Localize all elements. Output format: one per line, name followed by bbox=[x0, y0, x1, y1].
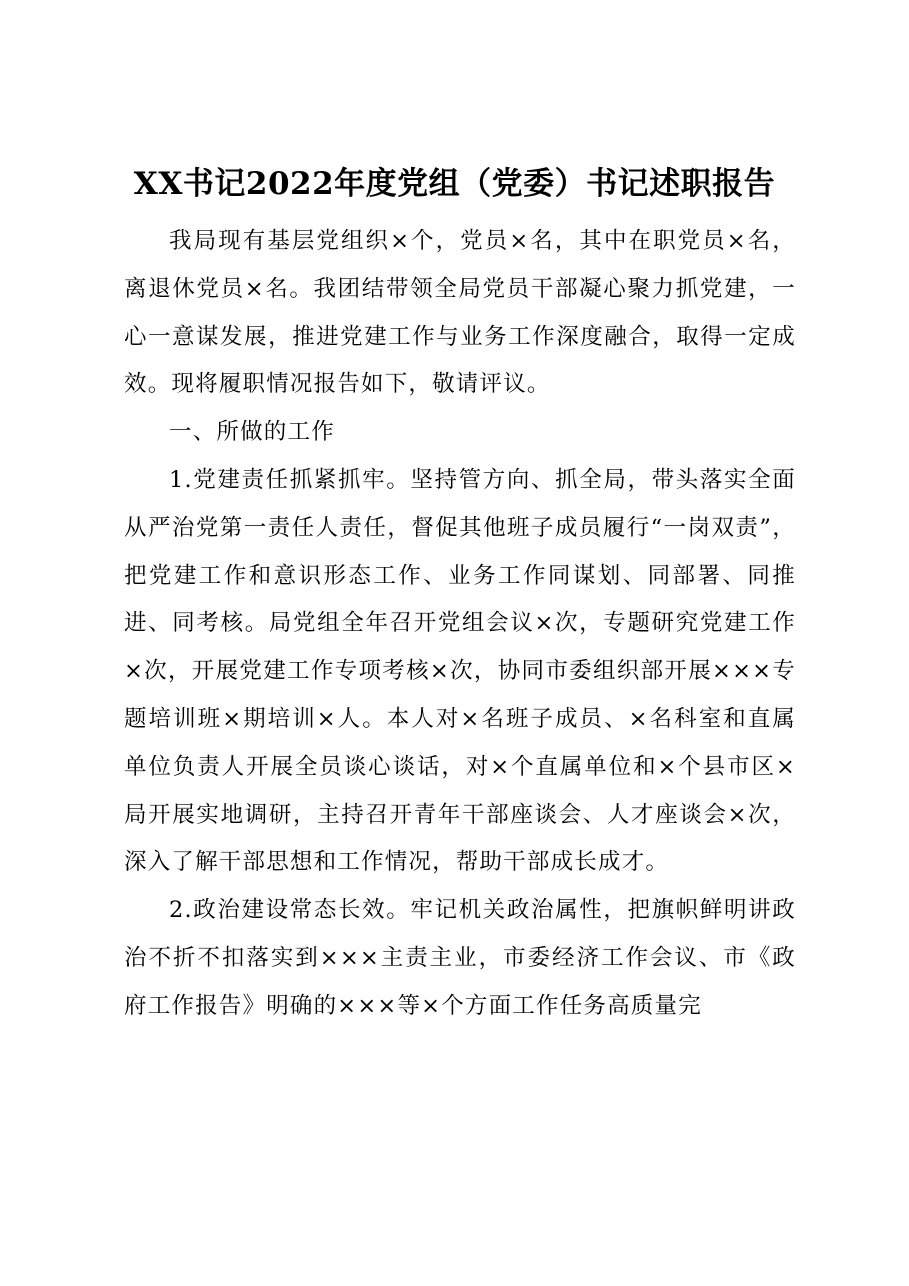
document-body bbox=[124, 218, 796, 1031]
paragraph-item-1: 1.党建责任抓紧抓牢。坚持管方向、抓全局，带头落实全面从严治党第一责任人责任，督促其他班子成员履行“一岗双责”，把党建工作和意识形态工作、业务工作同谋划、同部署、同推进、同考核。局党组全年召开党组会议×次，专题研究党建工作×次，开展党建工作专项考核×次，协同市委组织部开展×××专题培训班×期培训×人。本人对×名班子成员、×名科室和直属单位负责人开展全员谈心谈话，对×个直属单位和×个县市区×局开展实地调研，主持召开青年干部座谈会、人才座谈会×次，深入了解干部思想和工作情况，帮助干部成长成才。 bbox=[124, 466, 796, 876]
document-title: XX书记2022年度党组（党委）书记述职报告 bbox=[133, 166, 776, 202]
paragraph-intro: 我局现有基层党组织×个，党员×名，其中在职党员×名，离退休党员×名。我团结带领全局党员干部凝心聚力抓党建，一心一意谋发展，推进党建工作与业务工作深度融合，取得一定成效。现将履职情况报告如下，敬请评议。 bbox=[124, 228, 796, 398]
section-heading: 一、所做的工作 bbox=[169, 419, 335, 446]
paragraph-item-2: 2.政治建设常态长效。牢记机关政治属性，把旗帜鲜明讲政治不折不扣落实到×××主责主业，市委经济工作会议、市《政府工作报告》明确的×××等×个方面工作任务高质量完 bbox=[124, 897, 796, 1019]
